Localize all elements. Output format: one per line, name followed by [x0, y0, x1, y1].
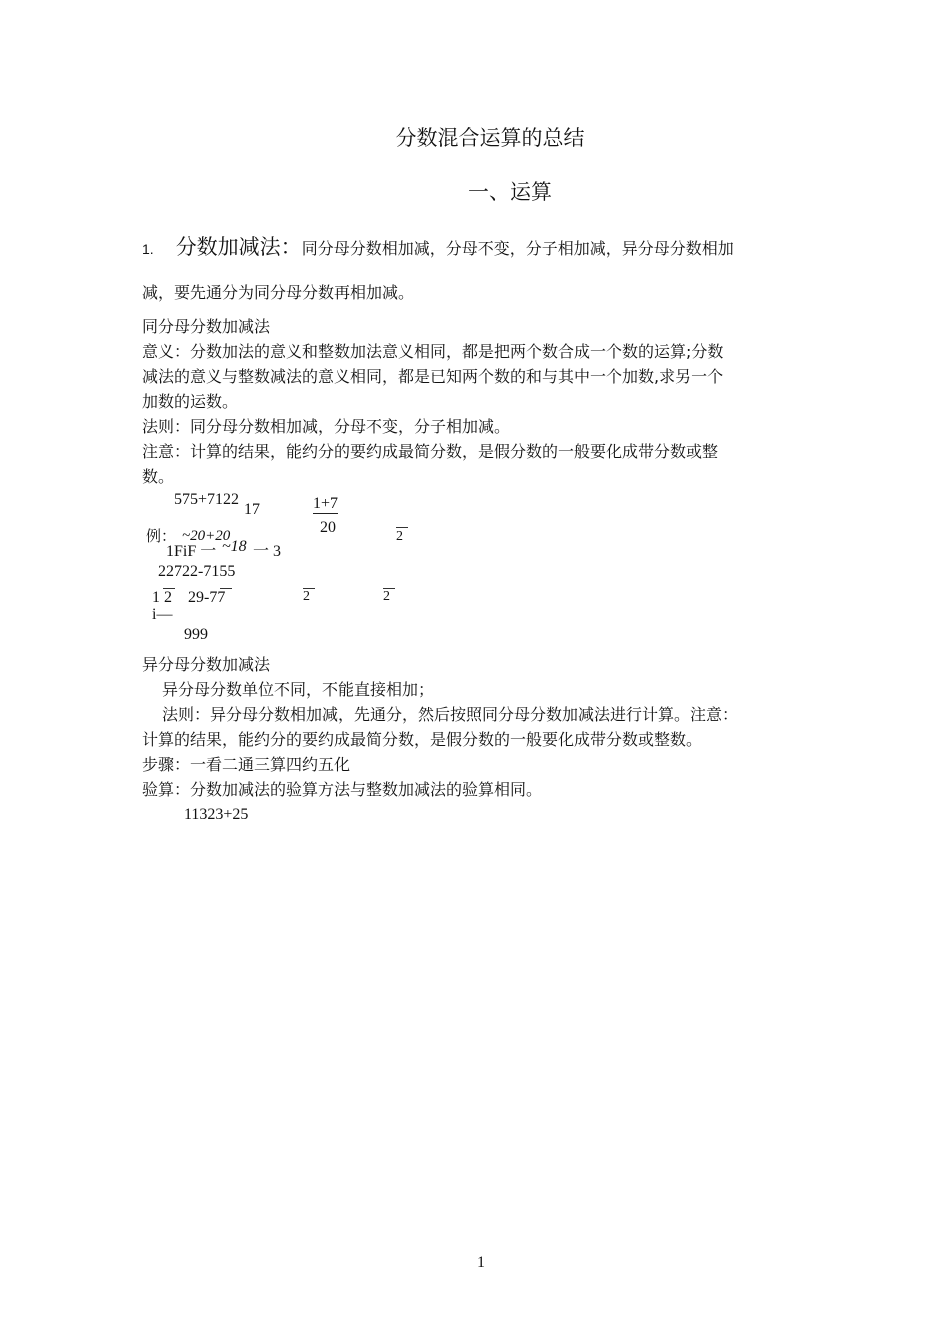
different-rule-line-1: 法则：异分母分数相加减，先通分，然后按照同分母分数加减法进行计算。注意：: [162, 705, 739, 724]
fraction-numerator: 1+7: [313, 495, 339, 512]
example-fragment-2c: 2: [383, 589, 390, 604]
section-heading: 一、运算: [468, 180, 552, 204]
item-1-line-1: [142, 232, 734, 264]
document-title: 分数混合运算的总结: [395, 126, 585, 150]
meaning-line-2: 减法的意义与整数减法的意义相同，都是已知两个数的和与其中一个加数,求另一个: [142, 367, 724, 386]
example-fragment-dash3: 一 3: [253, 543, 282, 560]
example-fragment-i: i—: [152, 606, 173, 623]
example-fragment-2977: 29-77: [188, 589, 226, 606]
example-fragment-17: 17: [244, 501, 260, 518]
example-fragment-tilde18: ~18: [222, 538, 247, 555]
different-line-1: 异分母分数单位不同，不能直接相加；: [162, 680, 435, 699]
page-number: 1: [477, 1254, 485, 1271]
item-1-line-2: 减，要先通分为同分母分数再相加减。: [142, 283, 415, 302]
example-fragment-2b: 2: [303, 589, 310, 604]
example-fraction-numerator: [313, 495, 338, 513]
different-rule-line-2: 计算的结果，能约分的要约成最简分数，是假分数的一般要化成带分数或整数。: [142, 730, 703, 749]
item-number: 1.: [142, 241, 154, 257]
example-fragment-999: 999: [184, 626, 208, 643]
meaning-line-3: 加数的运数。: [142, 392, 239, 411]
example-label: 例：: [146, 527, 177, 545]
steps-line: 步骤：一看二通三算四约五化: [142, 755, 351, 774]
same-denominator-heading: 同分母分数加减法: [142, 317, 271, 336]
check-line: 验算：分数加减法的验算方法与整数加减法的验算相同。: [142, 780, 543, 799]
note-line-1: 注意：计算的结果，能约分的要约成最简分数，是假分数的一般要化成带分数或整: [142, 442, 719, 461]
example-fraction-denominator: 20: [320, 519, 336, 536]
example-fragment-22722: 22722-7155: [158, 563, 236, 580]
example-fragment-1fif: 1FiF 一: [166, 543, 217, 560]
example-fragment-575: 575+7122: [174, 491, 240, 508]
example-fragment-2a: 2: [396, 529, 403, 544]
item-heading: 分数加减法：: [175, 235, 302, 259]
overline-mark: [396, 527, 408, 528]
note-line-2: 数。: [142, 467, 175, 486]
different-denominator-heading: 异分母分数加减法: [142, 655, 271, 674]
example-fragment-12: 1 2: [152, 589, 172, 606]
example-fragment-tilde20: ~20+20: [182, 528, 231, 544]
meaning-line-1: 意义：分数加法的意义和整数加法意义相同，都是把两个数合成一个数的运算;分数: [142, 342, 724, 361]
example-fragment-11323: 11323+25: [184, 806, 249, 823]
rule-line: 法则：同分母分数相加减，分母不变，分子相加减。: [142, 417, 511, 436]
item-text-1: 同分母分数相加减，分母不变，分子相加减，异分母分数相加: [301, 239, 734, 258]
